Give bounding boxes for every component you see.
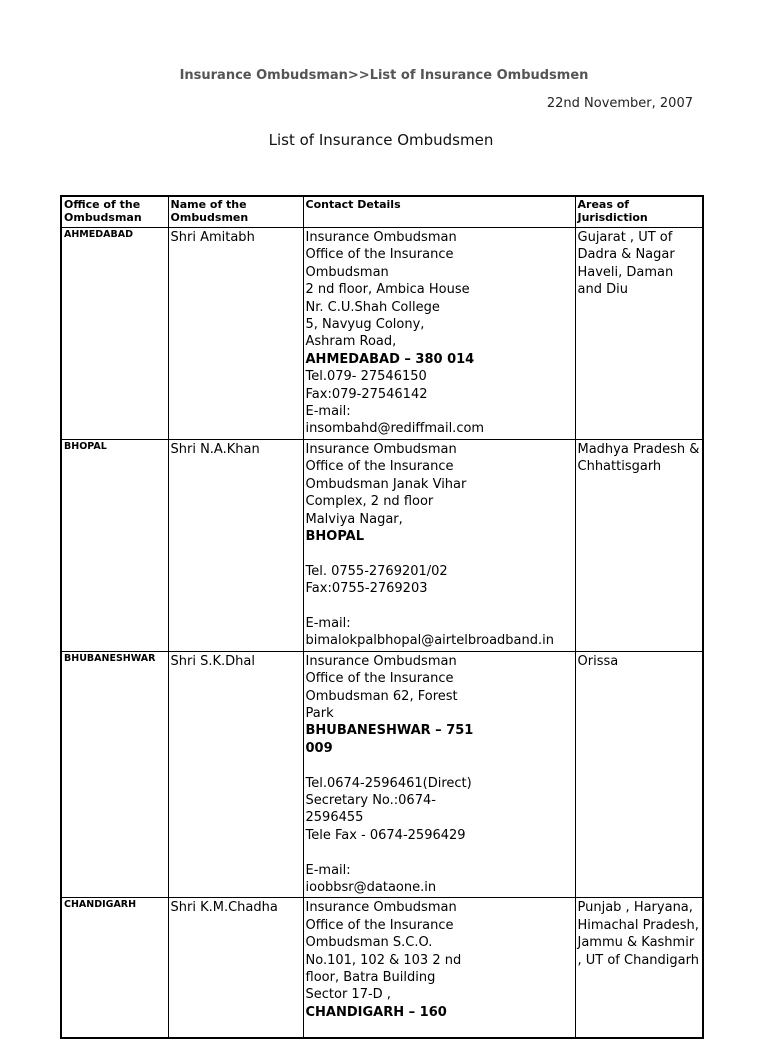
contact-line: Insurance Ombudsman — [305, 900, 457, 916]
contact-details — [303, 898, 575, 1038]
ombudsman-name: Shri Amitabh — [168, 228, 303, 440]
contact-line: No.101, 102 & 103 2 nd — [305, 952, 462, 968]
table-row — [61, 651, 703, 898]
contact-line: E-mail: — [305, 404, 351, 420]
contact-fax: Fax:0755-2769203 — [305, 581, 428, 597]
contact-line: floor, Batra Building — [305, 970, 436, 985]
contact-line: 2 nd floor, Ambica House — [305, 282, 470, 298]
contact-details — [303, 228, 575, 440]
contact-phone: Tel. 0755-2769201/02 — [305, 563, 448, 579]
column-header-office: Office of the Ombudsman — [61, 196, 168, 228]
contact-line: E-mail: — [305, 862, 351, 878]
contact-city: CHANDIGARH – 160 — [305, 1004, 447, 1020]
contact-city: BHUBANESHWAR – 751 — [305, 723, 474, 739]
contact-city: BHOPAL — [305, 528, 365, 544]
contact-fax: Fax:079-27546142 — [305, 386, 428, 402]
contact-line: Ashram Road, — [305, 334, 397, 350]
spacer — [306, 757, 573, 774]
contact-line: Office of the Insurance — [305, 247, 454, 263]
spacer — [306, 598, 573, 615]
contact-email[interactable]: insombahd@rediffmail.com — [305, 421, 485, 437]
office-cell: CHANDIGARH — [61, 898, 168, 1038]
table-row — [61, 228, 703, 440]
contact-line: Office of the Insurance — [305, 917, 454, 933]
office-cell: BHUBANESHWAR — [61, 651, 168, 898]
jurisdiction-cell: Punjab , Haryana, Himachal Pradesh, Jammu & Kashmir , UT of Chandigarh — [575, 898, 703, 1038]
ombudsman-name: Shri S.K.Dhal — [168, 651, 303, 898]
contact-line: Park — [305, 705, 334, 721]
contact-line: 5, Navyug Colony, — [305, 317, 425, 333]
contact-line: Secretary No.:0674- — [305, 792, 436, 808]
contact-line: 2596455 — [305, 810, 364, 826]
contact-details — [303, 439, 575, 651]
table-row — [61, 439, 703, 651]
contact-line: Office of the Insurance — [305, 671, 454, 687]
ombudsmen-table — [60, 195, 704, 1039]
contact-line: Insurance Ombudsman — [305, 230, 457, 245]
contact-city: AHMEDABAD – 380 014 — [305, 351, 475, 367]
spacer — [306, 545, 573, 562]
contact-line: Malviya Nagar, — [305, 511, 403, 527]
jurisdiction-cell: Gujarat , UT of Dadra & Nagar Haveli, Daman and Diu — [575, 228, 703, 440]
contact-fax: Tele Fax - 0674-2596429 — [305, 827, 466, 843]
contact-details — [303, 651, 575, 898]
contact-line: E-mail: — [305, 615, 351, 631]
document-date: 22nd November, 2007 — [546, 96, 693, 111]
contact-phone: Tel.0674-2596461(Direct) — [305, 775, 472, 791]
jurisdiction-cell: Madhya Pradesh & Chhattisgarh — [575, 439, 703, 651]
contact-line: Ombudsman 62, Forest — [305, 688, 458, 704]
contact-line: Insurance Ombudsman — [305, 653, 457, 669]
contact-phone: Tel.079- 27546150 — [305, 369, 427, 385]
page-title: List of Insurance Ombudsmen — [268, 131, 494, 149]
ombudsman-name: Shri K.M.Chadha — [168, 898, 303, 1038]
ombudsman-name: Shri N.A.Khan — [168, 439, 303, 651]
contact-line: Ombudsman Janak Vihar — [305, 476, 467, 492]
contact-line: Office of the Insurance — [305, 459, 454, 475]
contact-line: Ombudsman S.C.O. — [305, 935, 433, 951]
contact-email[interactable]: bimalokpalbhopal@airtelbroadband.in — [305, 633, 554, 649]
jurisdiction-cell: Orissa — [575, 651, 703, 898]
contact-line: Insurance Ombudsman — [305, 441, 457, 457]
column-header-jurisdiction: Areas of Jurisdiction — [575, 196, 703, 228]
column-header-contact: Contact Details — [303, 196, 575, 228]
office-cell: BHOPAL — [61, 439, 168, 651]
contact-city: 009 — [305, 740, 333, 756]
contact-line: Ombudsman — [305, 264, 389, 280]
column-header-name: Name of the Ombudsmen — [168, 196, 303, 228]
contact-line: Complex, 2 nd floor — [305, 494, 434, 510]
table-header-row — [61, 196, 703, 228]
breadcrumb: Insurance Ombudsman>>List of Insurance Ombudsmen — [179, 68, 589, 83]
table-row — [61, 898, 703, 1038]
spacer — [306, 844, 573, 861]
contact-line: Sector 17-D , — [305, 987, 391, 1003]
contact-line: Nr. C.U.Shah College — [305, 299, 440, 315]
contact-email[interactable]: ioobbsr@dataone.in — [305, 879, 437, 895]
office-cell: AHMEDABAD — [61, 228, 168, 440]
